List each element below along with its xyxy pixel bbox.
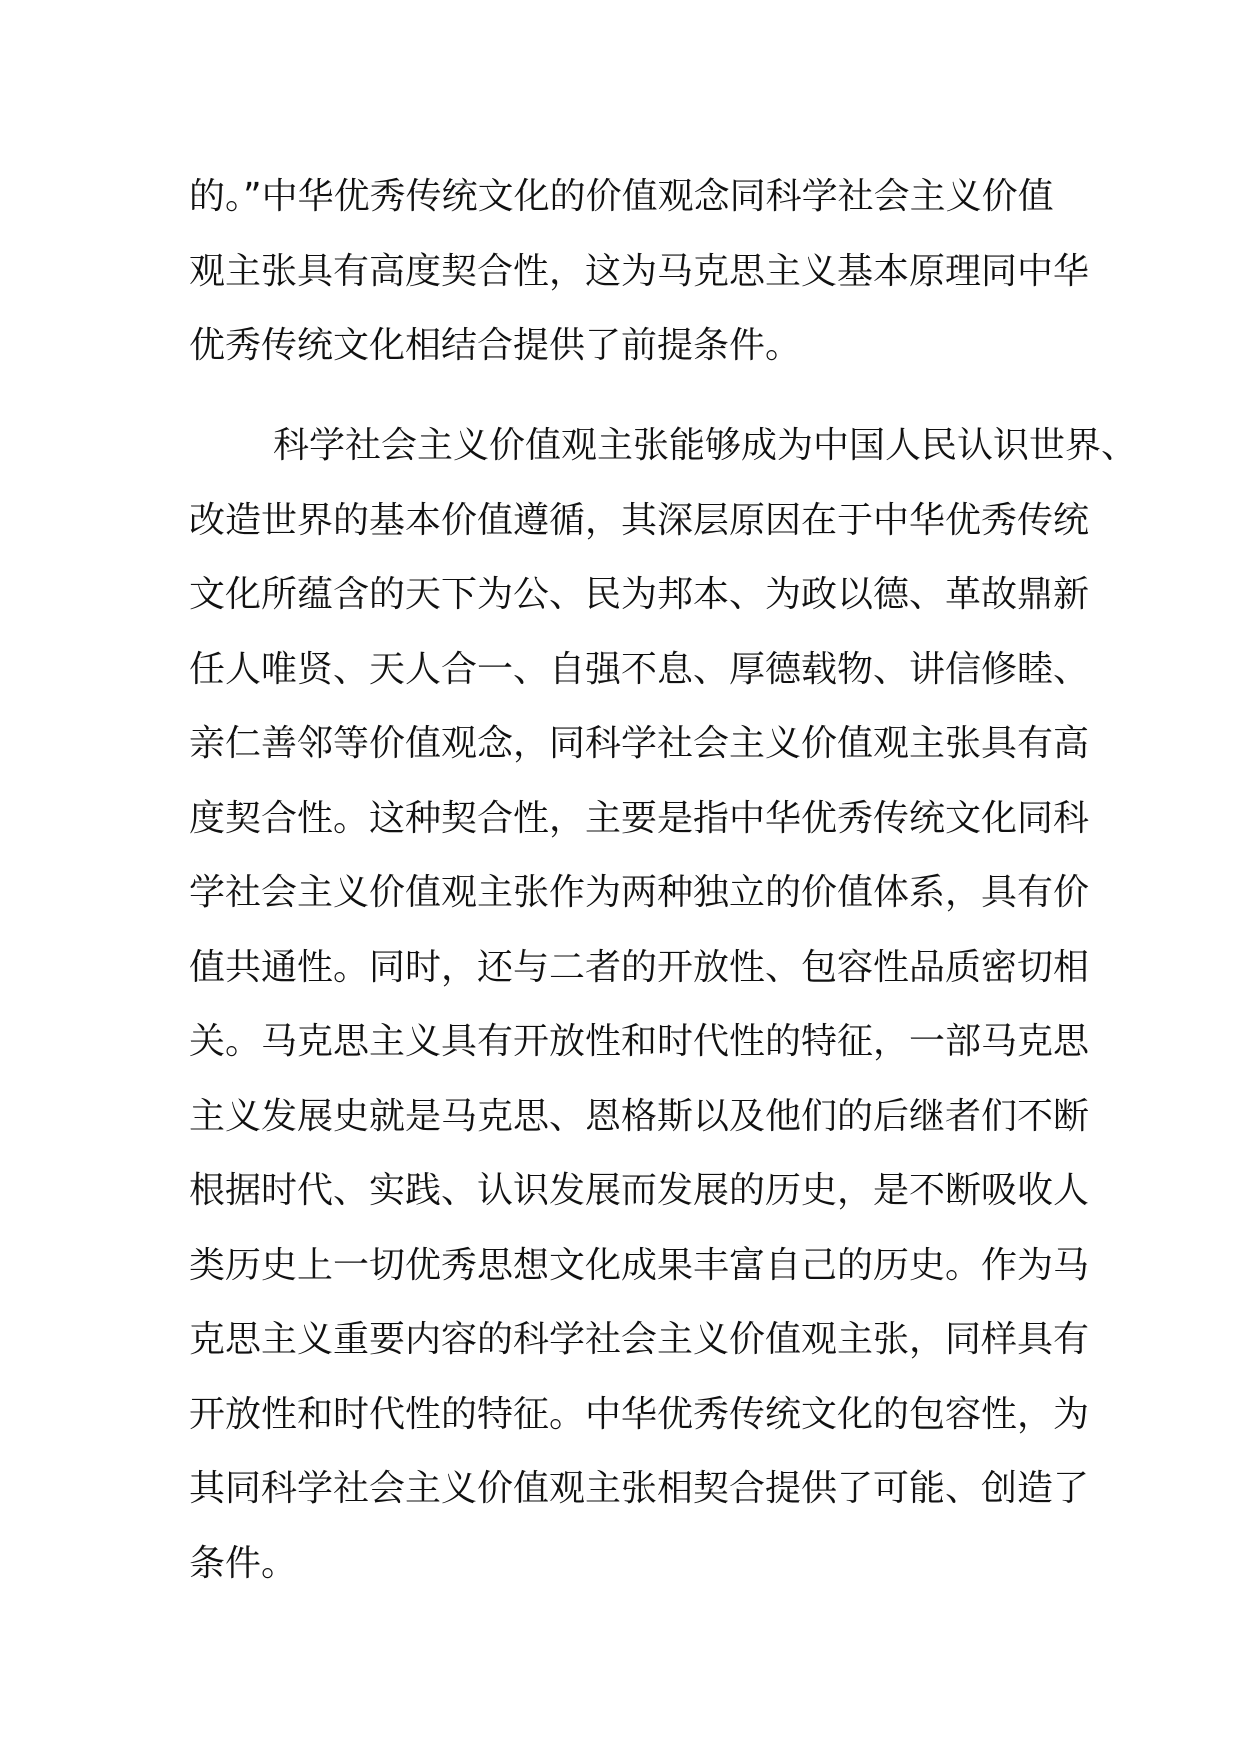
paragraph-1 [189, 160, 1090, 384]
text-line: 关。马克思主义具有开放性和时代性的特征，一部马克思 [189, 1021, 1090, 1062]
text-line: 文化所蕴含的天下为公、民为邦本、为政以德、革故鼎新 [189, 574, 1090, 615]
text-line: 主义发展史就是马克思、恩格斯以及他们的后继者们不断 [189, 1095, 1090, 1137]
text-line: 亲仁善邻等价值观念，同科学社会主义价值观主张具有高 [189, 723, 1090, 764]
text-line: 的。”中华优秀传统文化的价值观念同科学社会主义价值 [189, 176, 1054, 217]
text-line: 优秀传统文化相结合提供了前提条件。 [189, 325, 802, 366]
text-line-first: 科学社会主义价值观主张能够成为中国人民认识世界、 [273, 425, 1138, 466]
text-line: 学社会主义价值观主张作为两种独立的价值体系，具有价 [189, 872, 1090, 913]
text-line: 改造世界的基本价值遵循，其深层原因在于中华优秀传统 [189, 499, 1090, 541]
text-line: 任人唯贤、天人合一、自强不息、厚德载物、讲信修睦、 [189, 648, 1090, 690]
paragraph-2 [189, 409, 1138, 1601]
text-line: 根据时代、实践、认识发展而发展的历史，是不断吸收人 [189, 1170, 1090, 1211]
text-line: 度契合性。这种契合性，主要是指中华优秀传统文化同科 [189, 797, 1090, 839]
text-line: 观主张具有高度契合性，这为马克思主义基本原理同中华 [189, 250, 1090, 292]
text-line: 开放性和时代性的特征。中华优秀传统文化的包容性，为 [189, 1393, 1090, 1435]
text-line: 条件。 [189, 1542, 298, 1584]
text-line: 其同科学社会主义价值观主张相契合提供了可能、创造了 [189, 1468, 1090, 1509]
text-line: 类历史上一切优秀思想文化成果丰富自己的历史。作为马 [189, 1244, 1090, 1286]
text-line: 克思主义重要内容的科学社会主义价值观主张，同样具有 [189, 1319, 1090, 1360]
text-line: 值共通性。同时，还与二者的开放性、包容性品质密切相 [189, 946, 1090, 988]
